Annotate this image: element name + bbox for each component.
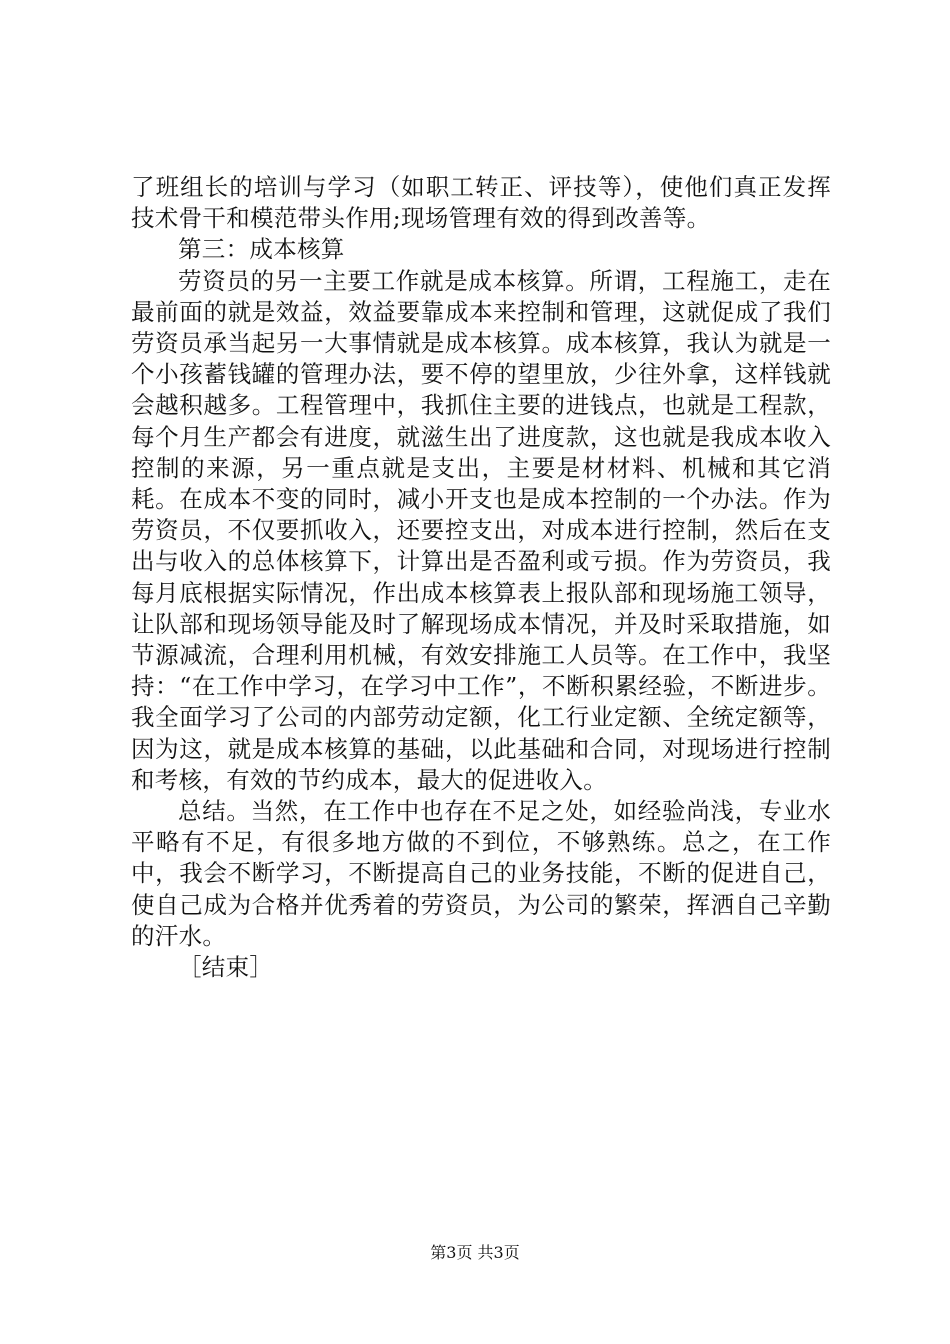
paragraph-summary: 总结。当然，在工作中也存在不足之处，如经验尚浅，专业水平略有不足，有很多地方做的不到位，不够熟练。总之，在工作中，我会不断学习，不断提高自己的业务技能，不断的促进自己，使自己成为合格并优秀着的劳资员，为公司的繁荣，挥洒自己辛勤的汗水。 <box>131 797 831 950</box>
page-footer <box>0 1243 950 1263</box>
section-heading-cost-accounting: 第三：成本核算 <box>178 235 345 264</box>
document-body <box>131 172 831 983</box>
end-marker: ［结束］ <box>178 953 274 982</box>
paragraph-continuation: 了班组长的培训与学习（如职工转正、评技等），使他们真正发挥技术骨干和模范带头作用;现场管理有效的得到改善等。 <box>131 173 831 233</box>
paragraph-cost-accounting: 劳资员的另一主要工作就是成本核算。所谓，工程施工，走在最前面的就是效益，效益要靠成本来控制和管理，这就促成了我们劳资员承当起另一大事情就是成本核算。成本核算，我认为就是一个小孩蓄钱罐的管理办法，要不停的望里放，少往外拿，这样钱就会越积越多。工程管理中，我抓住主要的进钱点，也就是工程款，每个月生产都会有进度，就滋生出了进度款，这也就是我成本收入控制的来源，另一重点就是支出，主要是材材料、机械和其它消耗。在成本不变的同时，减小开支也是成本控制的一个办法。作为劳资员，不仅要抓收入，还要控支出，对成本进行控制，然后在支出与收入的总体核算下，计算出是否盈利或亏损。作为劳资员，我每月底根据实际情况，作出成本核算表上报队部和现场施工领导，让队部和现场领导能及时了解现场成本情况，并及时采取措施，如节源减流，合理利用机械，有效安排施工人员等。在工作中，我坚持：“在工作中学习，在学习中工作”，不断积累经验，不断进步。我全面学习了公司的内部劳动定额，化工行业定额、全统定额等，因为这，就是成本核算的基础，以此基础和合同，对现场进行控制和考核，有效的节约成本，最大的促进收入。 <box>131 266 831 794</box>
page-number-label: 第3页 共3页 <box>430 1243 520 1262</box>
